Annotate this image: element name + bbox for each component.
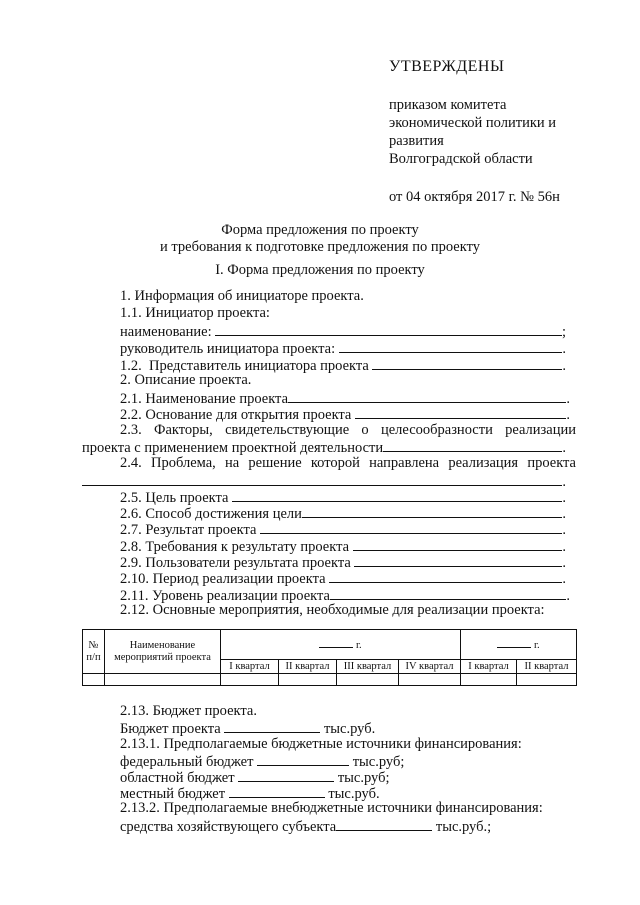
table-cell — [221, 674, 279, 686]
form-line — [120, 455, 576, 472]
line-end-punctuation: . — [566, 391, 570, 407]
form-line — [120, 305, 270, 322]
activities-table — [82, 629, 577, 686]
budget-line-label: 2.13. Бюджет проекта. — [120, 703, 257, 719]
line-end-punctuation: . — [562, 506, 566, 522]
table-header-quarter: I квартал — [461, 660, 517, 674]
budget-line-label: 2.13.1. Предполагаемые бюджетные источники финансирования: — [120, 736, 522, 752]
fill-in-blank[interactable] — [215, 322, 562, 336]
table-header-quarter: III квартал — [337, 660, 399, 674]
amount-blank[interactable] — [336, 817, 432, 831]
line-end-punctuation: . — [562, 358, 566, 374]
form-line — [120, 288, 364, 305]
amount-blank[interactable] — [229, 784, 325, 798]
amount-blank[interactable] — [257, 752, 349, 766]
fill-in-blank[interactable] — [288, 389, 566, 403]
year-suffix: г. — [533, 639, 540, 651]
fill-in-blank[interactable] — [353, 537, 563, 551]
budget-line-label: областной бюджет — [120, 770, 239, 786]
form-line-label: 2.11. Уровень реализации проекта — [120, 588, 330, 604]
fill-in-blank[interactable] — [330, 586, 566, 600]
table-cell — [399, 674, 461, 686]
form-line-label: 1. Информация об инициаторе проекта. — [120, 288, 364, 304]
form-line-label: 2.9. Пользователи результата проекта — [120, 555, 355, 571]
form-line-label: 2.4. Проблема, на решение которой направлена реализация проекта — [120, 455, 576, 471]
approval-org-line: Волгоградской области — [389, 151, 533, 167]
amount-blank[interactable] — [238, 768, 334, 782]
form-line-label: 2.2. Основание для открытия проекта — [120, 407, 355, 423]
fill-in-blank[interactable] — [354, 553, 562, 567]
form-line-label: 2. Описание проекта. — [120, 372, 252, 388]
form-line — [120, 602, 545, 619]
form-line-label: 2.10. Период реализации проекта — [120, 571, 330, 587]
form-line-label: 2.3. Факторы, свидетельствующие о целесообразности реализации — [120, 422, 576, 438]
table-header-number: № п/п — [83, 630, 105, 674]
form-line-label: 2.7. Результат проекта — [120, 522, 261, 538]
line-end-punctuation: . — [562, 341, 566, 357]
budget-line-label: Бюджет проекта — [120, 721, 225, 737]
amount-unit: тыс.руб; — [334, 770, 390, 786]
amount-unit: тыс.руб. — [320, 721, 376, 737]
approval-title: УТВЕРЖДЕНЫ — [389, 58, 505, 75]
form-line-label: наименование: — [120, 324, 216, 340]
fill-in-blank[interactable] — [355, 405, 566, 419]
line-end-punctuation: . — [562, 522, 566, 538]
budget-line — [120, 817, 491, 836]
fill-in-blank[interactable] — [329, 569, 562, 583]
table-cell — [461, 674, 517, 686]
form-line-label: 2.6. Способ достижения цели — [120, 506, 302, 522]
line-end-punctuation: . — [562, 555, 566, 571]
budget-line-label: средства хозяйствующего субъекта — [120, 819, 337, 835]
budget-line-label: местный бюджет — [120, 786, 229, 802]
form-line-label: 1.2. Представитель инициатора проекта — [120, 358, 373, 374]
form-title-line-2: и требования к подготовке предложения по проекту — [160, 239, 480, 255]
table-header-activity: Наименование мероприятий проекта — [105, 630, 221, 674]
form-title-line-1: Форма предложения по проекту — [221, 222, 419, 238]
form-line-label: проекта с применением проектной деятельности — [82, 440, 384, 456]
amount-blank[interactable] — [224, 719, 320, 733]
budget-line-label: федеральный бюджет — [120, 754, 258, 770]
form-line — [120, 372, 251, 389]
form-line-label: 2.8. Требования к результату проекта — [120, 539, 353, 555]
fill-in-blank[interactable] — [232, 488, 562, 502]
table-cell — [279, 674, 337, 686]
amount-unit: тыс.руб. — [324, 786, 380, 802]
line-end-punctuation: . — [566, 407, 570, 423]
approval-org-line: приказом комитета — [389, 97, 507, 113]
table-header-quarter: II квартал — [279, 660, 337, 674]
table-row — [83, 674, 577, 686]
approval-block — [389, 58, 619, 206]
amount-unit: тыс.руб; — [349, 754, 405, 770]
line-end-punctuation: . — [562, 440, 566, 456]
section-title: I. Форма предложения по проекту — [215, 262, 425, 278]
budget-line-label: 2.13.2. Предполагаемые внебюджетные источники финансирования: — [120, 800, 543, 816]
fill-in-blank[interactable] — [302, 504, 562, 518]
table-cell — [337, 674, 399, 686]
table-cell — [517, 674, 577, 686]
line-end-punctuation: . — [566, 588, 570, 604]
fill-in-blank[interactable] — [82, 472, 562, 486]
line-end-punctuation: . — [562, 490, 566, 506]
line-end-punctuation: ; — [561, 324, 566, 340]
table-header-quarter: IV квартал — [399, 660, 461, 674]
line-end-punctuation: . — [562, 571, 566, 587]
line-end-punctuation: . — [562, 474, 566, 490]
fill-in-blank[interactable] — [372, 356, 562, 370]
budget-line — [120, 703, 257, 720]
fill-in-blank[interactable] — [383, 438, 562, 452]
table-header-quarter: II квартал — [517, 660, 577, 674]
form-line-label: 2.5. Цель проекта — [120, 490, 233, 506]
table-cell — [83, 674, 105, 686]
table-header-year-1 — [221, 630, 461, 660]
fill-in-blank[interactable] — [260, 520, 562, 534]
form-line-label: 2.1. Наименование проекта — [120, 391, 289, 407]
fill-in-blank[interactable] — [339, 339, 563, 353]
table-header-year-2 — [461, 630, 577, 660]
approval-order — [389, 96, 619, 168]
approval-date: от 04 октября 2017 г. № 56н — [389, 189, 560, 205]
form-line-label: 2.12. Основные мероприятия, необходимые для реализации проекта: — [120, 602, 545, 618]
approval-org-line: экономической политики и — [389, 115, 557, 131]
table-header-quarter: I квартал — [221, 660, 279, 674]
table-cell — [105, 674, 221, 686]
form-line — [120, 422, 576, 439]
amount-unit: тыс.руб.; — [432, 819, 492, 835]
budget-line — [120, 736, 522, 753]
line-end-punctuation: . — [562, 539, 566, 555]
form-line-label: руководитель инициатора проекта: — [120, 341, 339, 357]
budget-line — [120, 800, 543, 817]
approval-org-line: развития — [389, 133, 444, 149]
year-suffix: г. — [355, 639, 362, 651]
form-line-label: 1.1. Инициатор проекта: — [120, 305, 270, 321]
